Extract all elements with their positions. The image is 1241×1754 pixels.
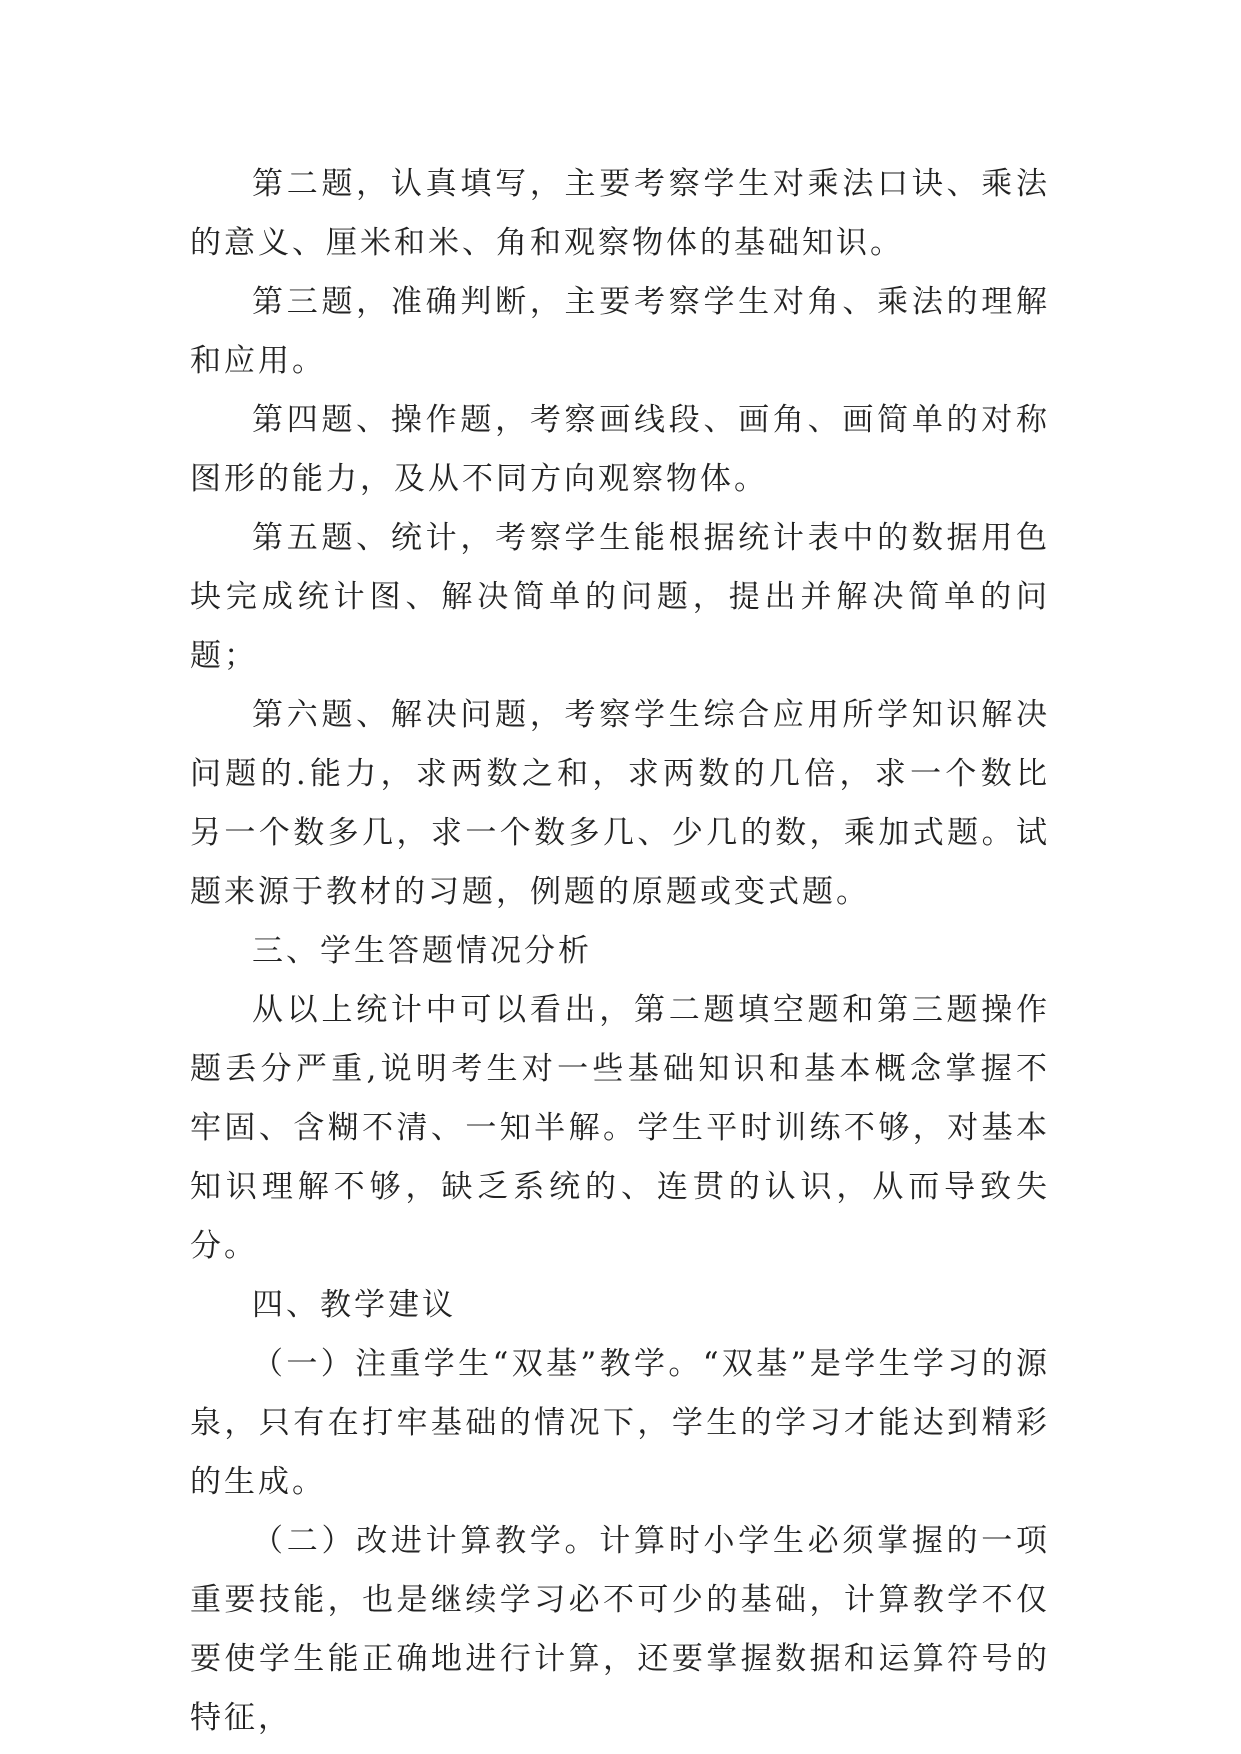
paragraph-question-four: 第四题、操作题，考察画线段、画角、画简单的对称图形的能力，及从不同方向观察物体。: [190, 402, 1050, 497]
section-heading-teaching-suggestions: 四、教学建议: [252, 1287, 456, 1323]
paragraph-question-six: 第六题、解决问题，考察学生综合应用所学知识解决问题的.能力，求两数之和，求两数的几倍，求一个数比另一个数多几，求一个数多几、少几的数，乘加式题。试题来源于教材的习题，例题的原题或变式题。: [190, 697, 1050, 910]
paragraph-suggestion-two: （二）改进计算教学。计算时小学生必须掌握的一项重要技能，也是继续学习必不可少的基础，计算教学不仅要使学生能正确地进行计算，还要掌握数据和运算符号的特征，: [190, 1523, 1050, 1736]
paragraph-question-five: 第五题、统计，考察学生能根据统计表中的数据用色块完成统计图、解决简单的问题，提出并解决简单的问题；: [190, 520, 1050, 674]
paragraph-question-two: 第二题，认真填写，主要考察学生对乘法口诀、乘法的意义、厘米和米、角和观察物体的基础知识。: [190, 166, 1050, 261]
section-heading-answer-analysis: 三、学生答题情况分析: [252, 933, 592, 969]
paragraph-question-three: 第三题，准确判断，主要考察学生对角、乘法的理解和应用。: [190, 284, 1050, 379]
paragraph-suggestion-one: （一）注重学生“双基”教学。“双基”是学生学习的源泉，只有在打牢基础的情况下，学生的学习才能达到精彩的生成。: [190, 1346, 1050, 1500]
paragraph-answer-analysis: 从以上统计中可以看出，第二题填空题和第三题操作题丢分严重,说明考生对一些基础知识和基本概念掌握不牢固、含糊不清、一知半解。学生平时训练不够，对基本知识理解不够，缺乏系统的、连贯的认识，从而导致失分。: [190, 992, 1050, 1264]
document-body: [190, 155, 1050, 1748]
